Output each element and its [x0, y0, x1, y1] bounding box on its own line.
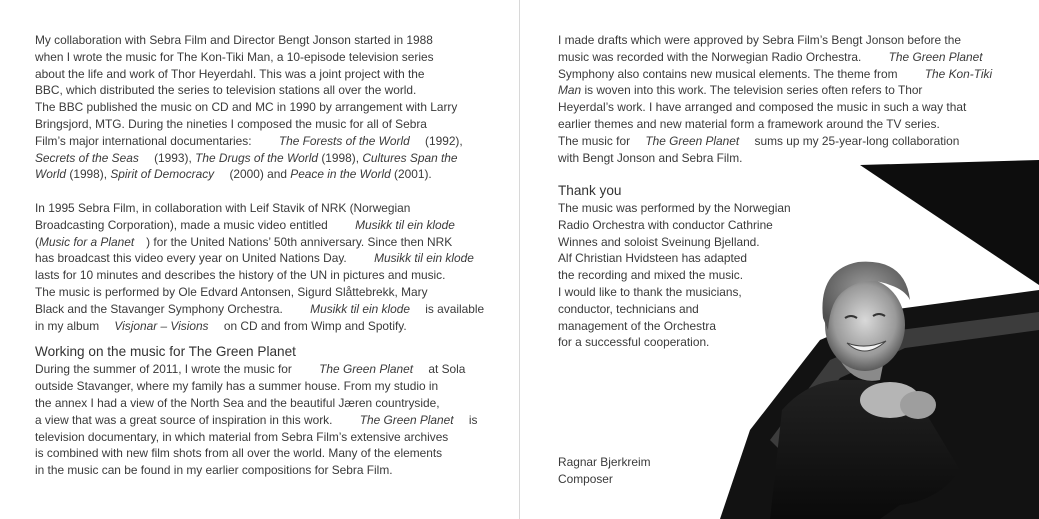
paragraph-gap: [35, 183, 484, 200]
text-line: when I wrote the music for The Kon-Tiki Man, a 10-episode television series: [35, 49, 434, 64]
text-line: I would like to thank the musicians,: [558, 284, 742, 299]
text-line: BBC, which distributed the series to television stations all over the world.: [35, 83, 417, 98]
text-line: [35, 133, 484, 150]
text-line: management of the Orchestra: [558, 318, 716, 333]
text-span: The music for: [558, 133, 631, 148]
text-span: Broadcasting Corporation), made a music video entitled: [35, 217, 328, 232]
text-line: [35, 301, 484, 318]
text-line: conductor, technicians and: [558, 301, 699, 316]
text-span: (2000) and: [229, 167, 287, 182]
film-title: The Green Planet: [319, 362, 414, 377]
signature-name: Ragnar Bjerkreim: [558, 455, 651, 469]
section-heading: Working on the music for The Green Planet: [35, 344, 296, 360]
text-line: the recording and mixed the music.: [558, 268, 744, 283]
text-span: (2001).: [394, 167, 432, 182]
text-line: [35, 166, 484, 183]
film-title: Spirit of Democracy: [110, 167, 215, 182]
text-line: [35, 361, 484, 378]
text-line: [35, 150, 484, 167]
text-line: Winnes and soloist Sveinung Bjelland.: [558, 234, 760, 249]
text-line: The music is performed by Ole Edvard Antonsen, Sigurd Slåttebrekk, Mary: [35, 284, 428, 299]
film-title: Musikk til ein klode: [355, 217, 455, 232]
thanks-heading: Thank you: [558, 183, 622, 198]
text-span: (1998),: [69, 167, 108, 182]
text-line: lasts for 10 minutes and describes the history of the UN in pictures and music.: [35, 268, 446, 283]
text-line: with Bengt Jonson and Sebra Film.: [558, 150, 743, 165]
text-line: In 1995 Sebra Film, in collaboration with Leif Stavik of NRK (Norwegian: [35, 200, 411, 215]
film-title: Cultures Span the: [362, 150, 458, 165]
film-title: The Drugs of the World: [195, 150, 319, 165]
text-span: Black and the Stavanger Symphony Orchestra.: [35, 301, 283, 316]
text-line: television documentary, in which material from Sebra Film’s extensive archives: [35, 429, 449, 444]
film-title: The Green Planet: [645, 133, 740, 148]
text-line: Alf Christian Hvidsteen has adapted: [558, 251, 748, 266]
text-span: on CD and from Wimp and Spotify.: [223, 318, 407, 333]
text-line: My collaboration with Sebra Film and Director Bengt Jonson started in 1988: [35, 33, 433, 47]
text-line: [35, 412, 484, 429]
text-line: is combined with new film shots from all over the world. Many of the elements: [35, 446, 443, 461]
text-span: (1993),: [154, 150, 192, 165]
signature: [558, 454, 651, 488]
text-span: is: [468, 412, 478, 427]
right-page: [520, 0, 1039, 519]
text-line: the annex I had a view of the North Sea and the beautiful Jæren countryside,: [35, 395, 440, 410]
text-span: (: [35, 234, 39, 249]
right-text-column: [558, 32, 992, 166]
text-span: is woven into this work. The television series often refers to Thor: [584, 83, 923, 98]
film-title: The Green Planet: [888, 49, 983, 64]
text-span: (1998),: [321, 150, 360, 165]
text-line: [558, 82, 992, 99]
film-title: Musikk til ein klode: [374, 251, 474, 266]
text-span: music was recorded with the Norwegian Radio Orchestra.: [558, 49, 862, 64]
text-line: [35, 234, 484, 251]
film-title: Man: [558, 83, 582, 98]
text-line: in the music can be found in my earlier compositions for Sebra Film.: [35, 463, 393, 478]
text-line: I made drafts which were approved by Sebra Film’s Bengt Jonson before the: [558, 33, 961, 47]
text-line: The BBC published the music on CD and MC in 1990 by arrangement with Larry: [35, 100, 458, 115]
thanks-section: [558, 182, 791, 351]
text-line: Bringsjord, MTG. During the nineties I composed the music for all of Sebra: [35, 116, 427, 131]
text-line: for a successful cooperation.: [558, 335, 710, 350]
album-title: Visjonar – Visions: [114, 318, 209, 333]
text-line: [35, 217, 484, 234]
text-span: Symphony also contains new musical elements. The theme from: [558, 66, 898, 81]
text-line: [35, 250, 484, 267]
text-line: [35, 318, 484, 335]
text-line: [558, 133, 992, 150]
film-title: World: [35, 167, 67, 182]
text-line: [558, 66, 992, 83]
film-title: Music for a Planet: [38, 234, 135, 249]
film-title: The Green Planet: [359, 412, 454, 427]
film-title: The Kon-Tiki: [924, 66, 993, 81]
film-title: Secrets of the Seas: [35, 150, 139, 165]
film-title: Musikk til ein klode: [310, 301, 410, 316]
text-span: sums up my 25-year-long collaboration: [754, 133, 960, 148]
text-line: Radio Orchestra with conductor Cathrine: [558, 217, 773, 232]
text-span: During the summer of 2011, I wrote the music for: [35, 362, 292, 377]
text-span: is available: [425, 301, 485, 316]
text-span: at Sola: [428, 362, 466, 377]
text-span: (1992),: [425, 133, 463, 148]
text-span: Film’s major international documentaries:: [35, 133, 252, 148]
left-text-column: [35, 32, 484, 479]
text-line: Heyerdal’s work. I have arranged and composed the music in such a way that: [558, 100, 967, 115]
left-page: [0, 0, 519, 519]
text-span: has broadcast this video every year on United Nations Day.: [35, 251, 347, 266]
text-span: in my album: [35, 318, 100, 333]
hand-right: [900, 391, 936, 419]
text-line: The music was performed by the Norwegian: [558, 201, 791, 215]
text-line: earlier themes and new material form a framework around the TV series.: [558, 116, 940, 131]
text-line: about the life and work of Thor Heyerdahl. This was a joint project with the: [35, 66, 425, 81]
film-title: The Forests of the World: [278, 133, 410, 148]
text-span: a view that was a great source of inspiration in this work.: [35, 412, 333, 427]
signature-role: Composer: [558, 471, 613, 486]
text-line: outside Stavanger, where my family has a summer house. From my studio in: [35, 379, 439, 394]
text-line: [558, 49, 992, 66]
text-span: ) for the United Nations’ 50th anniversary. Since then NRK: [146, 234, 453, 249]
film-title: Peace in the World: [290, 167, 391, 182]
